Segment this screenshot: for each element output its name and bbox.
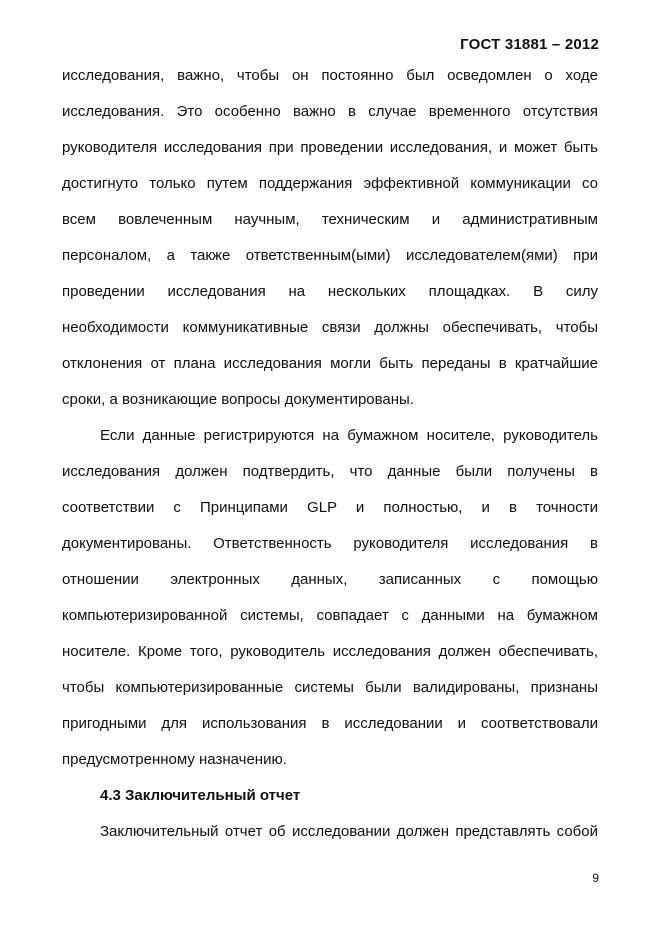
paragraph-2-line-2: исследования должен подтвердить, что данные были получены в — [62, 463, 598, 480]
paragraph-2-line-1: Если данные регистрируются на бумажном носителе, руководитель — [100, 427, 598, 444]
paragraph-1-line-1: исследования, важно, чтобы он постоянно был осведомлен о ходе — [62, 67, 598, 84]
paragraph-2-line-9: пригодными для использования в исследовании и соответствовали — [62, 715, 598, 732]
final-paragraph-line-1: Заключительный отчет об исследовании должен представлять собой — [100, 823, 598, 840]
paragraph-2-line-4: документированы. Ответственность руководителя исследования в — [62, 535, 598, 552]
paragraph-2-line-3: соответствии с Принципами GLP и полностью, и в точности — [62, 499, 598, 516]
paragraph-1-line-4: достигнуто только путем поддержания эффективной коммуникации со — [62, 175, 598, 192]
paragraph-2-line-10: предусмотренному назначению. — [62, 751, 287, 768]
paragraph-1-line-7: проведении исследования на нескольких площадках. В силу — [62, 283, 598, 300]
section-heading: 4.3 Заключительный отчет — [100, 787, 301, 804]
paragraph-1-line-3: руководителя исследования при проведении исследования, и может быть — [62, 139, 598, 156]
paragraph-2-line-7: носителе. Кроме того, руководитель исследования должен обеспечивать, — [62, 643, 598, 660]
document-body — [62, 58, 598, 850]
paragraph-1-line-9: отклонения от плана исследования могли быть переданы в кратчайшие — [62, 355, 598, 372]
page-number: 9 — [592, 871, 599, 885]
paragraph-1-line-8: необходимости коммуникативные связи должны обеспечивать, чтобы — [62, 319, 598, 336]
paragraph-2-line-6: компьютеризированной системы, совпадает с данными на бумажном — [62, 607, 598, 624]
paragraph-2-line-8: чтобы компьютеризированные системы были валидированы, признаны — [62, 679, 598, 696]
paragraph-1-line-2: исследования. Это особенно важно в случае временного отсутствия — [62, 103, 598, 120]
paragraph-2-line-5: отношении электронных данных, записанных с помощью — [62, 571, 598, 588]
paragraph-1-line-5: всем вовлеченным научным, техническим и административным — [62, 211, 598, 228]
paragraph-1-line-10: сроки, а возникающие вопросы документированы. — [62, 391, 415, 408]
document-header: ГОСТ 31881 – 2012 — [460, 36, 599, 53]
paragraph-1-line-6: персоналом, а также ответственным(ыми) исследователем(ями) при — [62, 247, 598, 264]
